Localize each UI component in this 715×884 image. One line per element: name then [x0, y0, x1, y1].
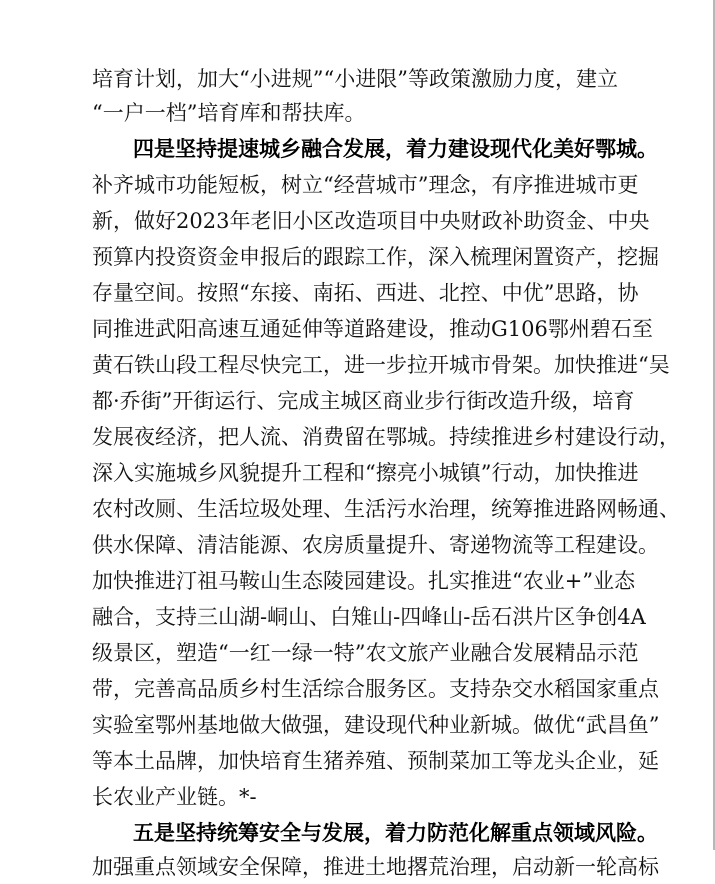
text-line-9-content: 黄石铁山段工程尽快完工，进一步拉开城市骨架。加快推进“吴 [92, 353, 670, 377]
text-line-1-content: 培育计划，加大“小进规”“小进限”等政策激励力度，建立 [92, 67, 618, 91]
text-line-20 [0, 744, 715, 778]
text-line-21-content: 长农业产业链。*- [92, 785, 257, 809]
text-line-19 [0, 708, 715, 742]
text-line-6 [0, 240, 715, 274]
text-line-4-content: 补齐城市功能短板，树立“经营城市”理念，有序推进城市更 [92, 173, 639, 197]
text-line-14-content: 供水保障、清洁能源、农房质量提升、寄递物流等工程建设。 [92, 533, 659, 557]
section-heading-four [0, 132, 715, 166]
text-line-14 [0, 528, 715, 562]
text-line-18-content: 带，完善高品质乡村生活综合服务区。支持杂交水稻国家重点 [92, 677, 659, 701]
text-line-8-content: 同推进武阳高速互通延伸等道路建设，推动G106鄂州碧石至 [92, 317, 653, 341]
text-line-6-content: 预算内投资资金申报后的跟踪工作，深入梳理闲置资产，挖掘 [92, 245, 659, 269]
section-heading-five [0, 816, 715, 850]
text-line-10-content: 都·乔街”开街运行、完成主城区商业步行街改造升级，培育 [92, 389, 635, 413]
text-line-23-content: 加强重点领域安全保障，推进土地撂荒治理，启动新一轮高标 [92, 855, 659, 879]
text-line-13-content: 农村改厕、生活垃圾处理、生活污水治理，统筹推进路网畅通、 [92, 497, 680, 521]
text-line-5 [0, 204, 715, 238]
text-line-7 [0, 276, 715, 310]
text-line-11-content: 发展夜经济，把人流、消费留在鄂城。持续推进乡村建设行动， [92, 425, 680, 449]
text-line-20-content: 等本土品牌，加快培育生猪养殖、预制菜加工等龙头企业，延 [92, 749, 659, 773]
text-line-16 [0, 600, 715, 634]
text-line-16-content: 融合，支持三山湖-峒山、白雉山-四峰山-岳石洪片区争创4A [92, 605, 646, 629]
text-line-13 [0, 492, 715, 526]
text-line-15-content: 加快推进汀祖马鞍山生态陵园建设。扎实推进“农业+”业态 [92, 569, 636, 593]
text-line-8 [0, 312, 715, 346]
text-line-7-content: 存量空间。按照“东接、南拓、西进、北控、中优”思路，协 [92, 281, 639, 305]
text-line-19-content: 实验室鄂州基地做大做强，建设现代种业新城。做优“武昌鱼” [92, 713, 660, 737]
text-line-17 [0, 636, 715, 670]
text-line-15 [0, 564, 715, 598]
text-line-10 [0, 384, 715, 418]
text-line-17-content: 级景区，塑造“一红一绿一特”农文旅产业融合发展精品示范 [92, 641, 639, 665]
text-line-1 [0, 62, 715, 96]
text-line-2 [0, 96, 715, 130]
text-line-11 [0, 420, 715, 454]
section-heading-four-content: 四是坚持提速城乡融合发展，着力建设现代化美好鄂城。 [133, 136, 658, 161]
text-line-23 [0, 850, 715, 884]
text-line-2-content: “一户一档”培育库和帮扶库。 [92, 101, 366, 125]
text-line-18 [0, 672, 715, 706]
section-heading-five-content: 五是坚持统筹安全与发展，着力防范化解重点领域风险。 [133, 820, 658, 845]
text-line-12 [0, 456, 715, 490]
text-line-9 [0, 348, 715, 382]
text-line-5-content: 新，做好2023年老旧小区改造项目中央财政补助资金、中央 [92, 209, 650, 233]
text-line-12-content: 深入实施城乡风貌提升工程和“擦亮小城镇”行动，加快推进 [92, 461, 639, 485]
text-line-4 [0, 168, 715, 202]
text-line-21 [0, 780, 715, 814]
